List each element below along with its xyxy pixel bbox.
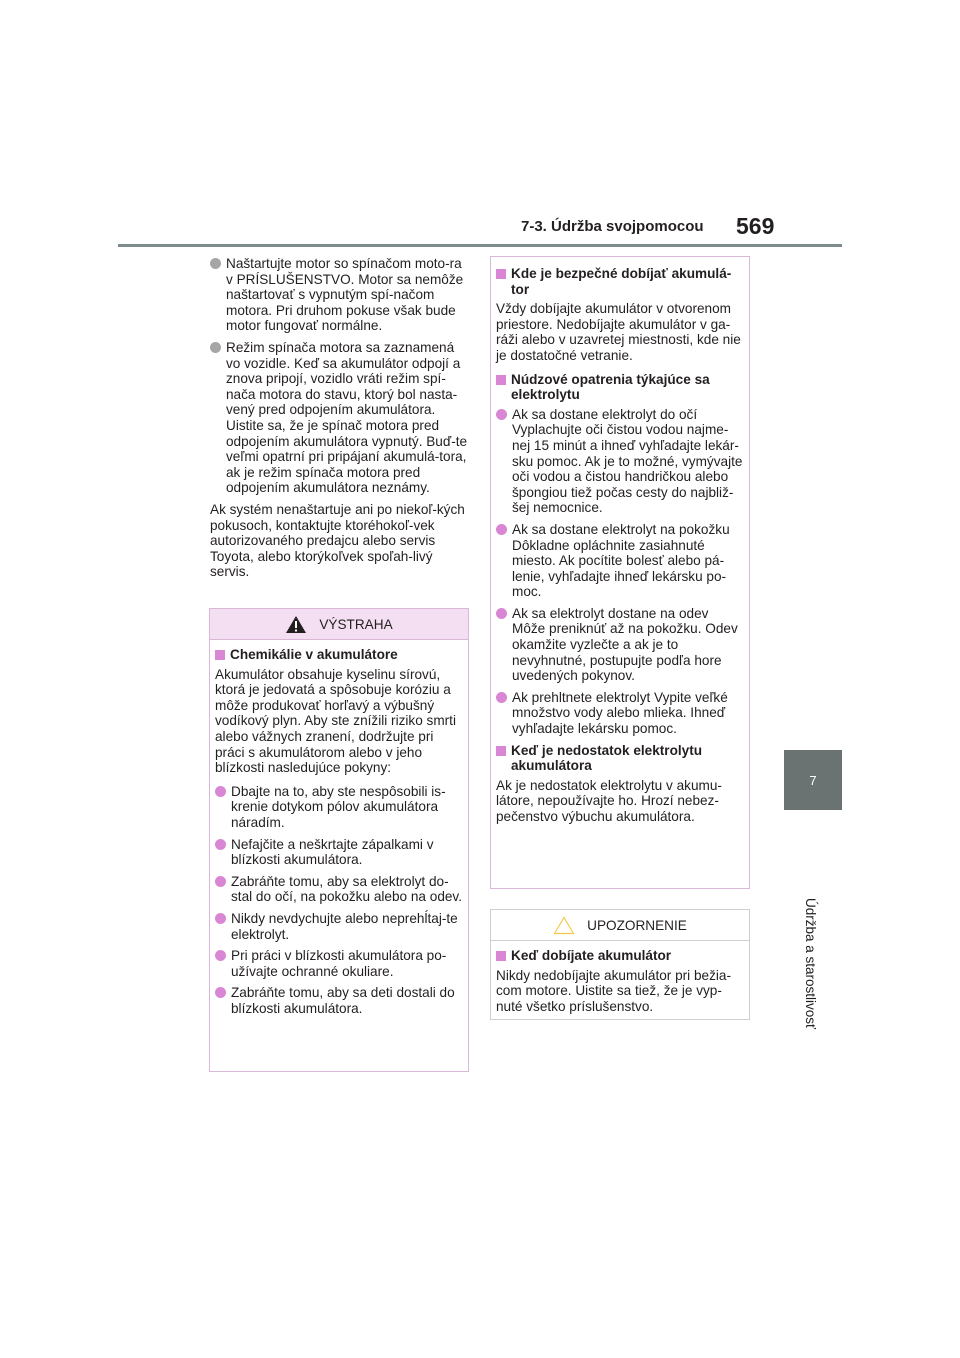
- bullet-dot-icon: [215, 950, 226, 961]
- square-bullet-icon: [496, 746, 506, 756]
- bullet-dot-icon: [496, 608, 507, 619]
- warning-continuation-box: [490, 256, 750, 889]
- chapter-title: Údržba a starostlivosť: [803, 898, 818, 1030]
- chapter-tab: [784, 750, 842, 810]
- square-bullet-icon: [496, 951, 506, 961]
- notice-box: [490, 909, 750, 1020]
- warning-triangle-icon: [285, 615, 307, 634]
- paragraph: Nikdy nedobíjajte akumulátor pri bežia-com motore. Uistite sa tiež, že je vyp-nuté všetko príslušenstvo.: [496, 967, 731, 1014]
- list-item: Nefajčite a neškrtajte zápalkami v blízkosti akumulátora.: [215, 837, 463, 868]
- list-item: Ak sa elektrolyt dostane na odev Môže preniknúť až na pokožku. Odev okamžite vyzlečte a ak je to nevyhnutné, postupujte podľa hore uvedených pokynov.: [496, 606, 744, 684]
- bullet-dot-icon: [215, 876, 226, 887]
- list-item: Pri práci v blízkosti akumulátora po-užívajte ochranné okuliare.: [215, 948, 463, 979]
- warning-box: [209, 608, 469, 1072]
- list-item: Dbajte na to, aby ste nespôsobili is-krenie dotykom pólov akumulátora náradím.: [215, 784, 463, 831]
- section-heading: Kde je bezpečné dobíjať akumulá-tor: [496, 266, 744, 297]
- warning-header: [210, 609, 468, 640]
- header-rule: [118, 244, 842, 247]
- paragraph: Ak je nedostatok elektrolytu v akumu-látore, nepoužívajte ho. Hrozí nebez-pečenstvo výbuchu akumulátora.: [496, 777, 722, 824]
- list-item: Naštartujte motor so spínačom moto-ra v PRÍSLUŠENSTVO. Motor sa nemôže naštartovať s vypnutým spí-načom motora. Pri druhom pokuse však bude motor fungovať normálne.: [210, 256, 468, 334]
- notice-label: UPOZORNENIE: [587, 917, 687, 933]
- list-item: Zabráňte tomu, aby sa elektrolyt do-stal do očí, na pokožku alebo na odev.: [215, 874, 463, 905]
- bullet-dot-icon: [210, 342, 221, 353]
- square-bullet-icon: [496, 269, 506, 279]
- section-heading: Keď je nedostatok elektrolytu akumulátora: [496, 743, 744, 774]
- paragraph: Vždy dobíjajte akumulátor v otvorenom priestore. Nedobíjajte akumulátor v ga-ráži alebo v uzavretej miestnosti, kde nie je dostatočné vetranie.: [496, 301, 741, 363]
- bullet-dot-icon: [215, 987, 226, 998]
- bullet-dot-icon: [496, 692, 507, 703]
- bullet-dot-icon: [215, 786, 226, 797]
- left-column: [210, 256, 468, 588]
- paragraph: Akumulátor obsahuje kyselinu sírovú, ktorá je jedovatá a spôsobuje koróziu a môže produkovať horľavý a výbušný vodíkový plyn. Aby ste znížili riziko smrti alebo vážnych zranení, dodržujte pri práci s akumulátorom alebo v jeho blízkosti nasledujúce pokyny:: [215, 666, 456, 776]
- chapter-number: 7: [809, 772, 817, 788]
- list-item: Ak sa dostane elektrolyt na pokožku Dôkladne opláchnite zasiahnuté miesto. Ak pocítite bolesť alebo pá-lenie, vyhľadajte ihneď lekársku po-moc.: [496, 522, 744, 600]
- square-bullet-icon: [215, 650, 225, 660]
- list-item: Ak sa dostane elektrolyt do očí Vyplachujte oči čistou vodou najme-nej 15 minút a ihneď vyhľadajte lekár-sku pomoc. Ak je to možné, vymývajte oči vodou a čistou handričkou alebo špongiou tiež počas cesty do najbliž-šej nemocnice.: [496, 407, 744, 516]
- paragraph: Ak systém nenaštartuje ani po niekoľ-kých pokusoch, kontaktujte ktoréhokoľ-vek autorizovaného predajcu alebo servis Toyota, alebo ktorýkoľvek spoľah-livý servis.: [210, 501, 465, 580]
- section-heading: Núdzové opatrenia týkajúce sa elektrolytu: [496, 372, 744, 403]
- bullet-dot-icon: [210, 258, 221, 269]
- bullet-dot-icon: [215, 839, 226, 850]
- warning-label: VÝSTRAHA: [319, 616, 393, 632]
- notice-header: [491, 910, 749, 941]
- list-item: Nikdy nevdychujte alebo neprehĺtaj-te elektrolyt.: [215, 911, 463, 942]
- bullet-dot-icon: [496, 409, 507, 420]
- list-item: Režim spínača motora sa zaznamená vo vozidle. Keď sa akumulátor odpojí a znova pripojí, vozidlo vráti režim spí-nača motora do stavu, ktorý bol nasta-vený pred odpojením akumulátora. Uistite sa, že je spínač motora pred odpojením akumulátora vypnutý. Buď-te veľmi opatrní pri pripájaní akumulá-tora, ak je režim spínača motora pred odpojením akumulátora neznámy.: [210, 340, 468, 496]
- square-bullet-icon: [496, 375, 506, 385]
- bullet-dot-icon: [496, 524, 507, 535]
- section-title: 7-3. Údržba svojpomocou: [521, 218, 704, 235]
- list-item: Zabráňte tomu, aby sa deti dostali do blízkosti akumulátora.: [215, 985, 463, 1016]
- list-item: Ak prehltnete elektrolyt Vypite veľké množstvo vody alebo mlieka. Ihneď vyhľadajte lekársku pomoc.: [496, 690, 744, 737]
- notice-triangle-icon: [553, 916, 575, 935]
- page-number: 569: [736, 213, 775, 239]
- section-heading: Chemikálie v akumulátore: [215, 647, 463, 663]
- section-heading: Keď dobíjate akumulátor: [496, 948, 744, 964]
- bullet-dot-icon: [215, 913, 226, 924]
